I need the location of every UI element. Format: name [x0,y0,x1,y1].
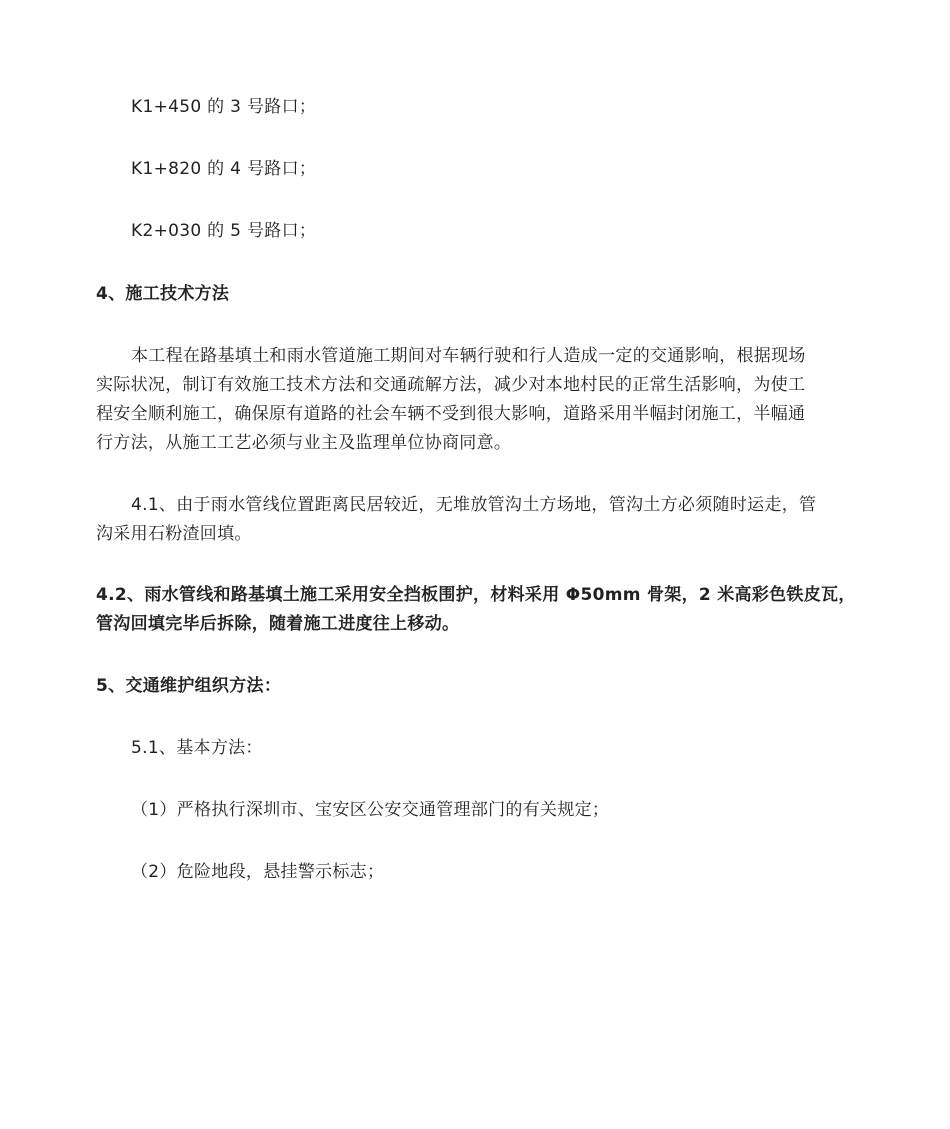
item-4-2 [96,581,856,639]
intersection-item-5: K2+030 的 5 号路口； [131,221,317,241]
intersection-item-3: K1+450 的 3 号路口； [131,97,317,117]
section-4-heading: 4、施工技术方法 [96,284,230,304]
paragraph-line: 管沟回填完毕后拆除，随着施工进度往上移动。 [96,614,460,634]
paragraph-line: 程安全顺利施工，确保原有道路的社会车辆不受到很大影响，道路采用半幅封闭施工，半幅通 [96,404,806,424]
section-5-heading: 5、交通维护组织方法： [96,676,282,696]
paragraph-line: 沟采用石粉渣回填。 [96,524,252,544]
paragraph-line: 4.2、雨水管线和路基填土施工采用安全挡板围护，材料采用 Φ50mm 骨架，2 米高彩色铁皮瓦， [96,585,856,605]
sub-item-1: （1）严格执行深圳市、宝安区公安交通管理部门的有关规定； [131,800,610,820]
sub-item-2: （2）危险地段，悬挂警示标志； [131,862,385,882]
paragraph-line: 实际状况，制订有效施工技术方法和交通疏解方法，减少对本地村民的正常生活影响，为使工 [96,375,806,395]
section-4-paragraph [96,342,806,458]
intersection-item-4: K1+820 的 4 号路口； [131,159,317,179]
item-5-1: 5.1、基本方法： [131,738,263,758]
paragraph-line: 本工程在路基填土和雨水管道施工期间对车辆行驶和行人造成一定的交通影响，根据现场 [131,346,806,366]
paragraph-line: 4.1、由于雨水管线位置距离民居较近，无堆放管沟土方场地，管沟土方必须随时运走，管 [131,495,817,515]
item-4-1 [96,491,816,549]
paragraph-line: 行方法，从施工工艺必须与业主及监理单位协商同意。 [96,433,512,453]
